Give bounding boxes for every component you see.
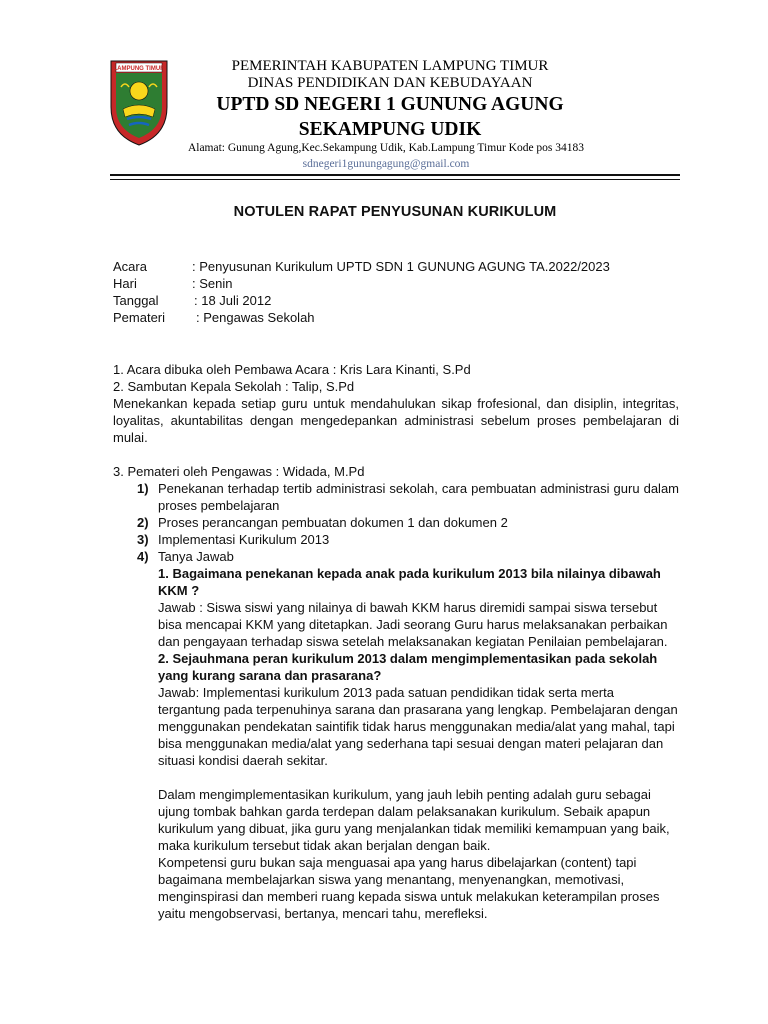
meeting-info-value: : Senin: [192, 276, 233, 291]
meeting-info-value: : Pengawas Sekolah: [196, 310, 315, 325]
list-item-number: 2): [137, 515, 149, 530]
meeting-info-row: [113, 292, 610, 309]
letterhead-email: sdnegeri1gunungagung@gmail.com: [302, 158, 470, 170]
minutes-welcome-summary: Menekankan kepada setiap guru untuk mendahulukan sikap frofesional, dan disiplin, integritas, loyalitas, akuntabilitas dengan mengedepankan administrasi sebelum proses pembelajaran di mulai.: [113, 396, 679, 445]
list-item: [113, 531, 679, 548]
letterhead-address: Alamat: Gunung Agung,Kec.Sekampung Udik, Kab.Lampung Timur Kode pos 34183: [187, 142, 585, 154]
emblem-label: LAMPUNG TIMUR: [113, 66, 165, 73]
letterhead-school-name: UPTD SD NEGERI 1 GUNUNG AGUNG: [216, 94, 564, 115]
list-item-number: 1): [137, 481, 149, 496]
letterhead-rule-thin: [110, 179, 680, 180]
letterhead: [160, 58, 620, 142]
meeting-info: [113, 258, 610, 326]
paragraph-teacher-role: Dalam mengimplementasikan kurikulum, yang jauh lebih penting adalah guru sebagai ujung tombak bahkan garda terdepan dalam pelaksanakan kurikulum. Sebaik apapun kurikulum yang dibuat, jika guru yang menjalankan tidak memiliki kemampuan yang baik, maka kurikulum tersebut tidak akan berjalan dengan baik.: [158, 787, 670, 853]
paragraph-teacher-competence: Kompetensi guru bukan saja menguasai apa yang harus dibelajarkan (content) tapi bagaimana membelajarkan siswa yang menantang, menyenangkan, memotivasi, menginspirasi dan memberi ruang kepada siswa untuk melakukan keterampilan proses yaitu mengobservasi, bertanya, mencari tahu, merefleksi.: [158, 855, 660, 921]
answer-1: Jawab : Siswa siswi yang nilainya di bawah KKM harus diremidi sampai siswa tersebut bisa mencapai KKM yang ditetapkan. Jadi seorang Guru harus melaksanakan perbaikan dan pengayaan terhadap siswa setelah melaksanakan kegiatan Penilaian pembelajaran.: [158, 600, 668, 649]
letterhead-government: PEMERINTAH KABUPATEN LAMPUNG TIMUR: [231, 58, 549, 74]
minutes-opening: 1. Acara dibuka oleh Pembawa Acara : Kris Lara Kinanti, S.Pd: [113, 362, 471, 377]
list-item-text: Tanya Jawab: [158, 549, 234, 564]
meeting-info-row: [113, 309, 610, 326]
letterhead-rule-thick: [110, 174, 680, 176]
meeting-info-key: Pemateri: [113, 310, 166, 325]
meeting-info-value: : 18 Juli 2012: [194, 293, 272, 308]
meeting-info-key: Acara: [113, 259, 147, 274]
meeting-info-value: : Penyusunan Kurikulum UPTD SDN 1 GUNUNG AGUNG TA.2022/2023: [192, 259, 610, 274]
minutes-body: [113, 361, 679, 922]
question-2: 2. Sejauhmana peran kurikulum 2013 dalam mengimplementasikan pada sekolah yang kurang sarana dan prasarana?: [158, 651, 658, 683]
list-item-number: 3): [137, 532, 149, 547]
list-item: [113, 548, 679, 565]
meeting-info-row: [113, 275, 610, 292]
question-1: 1. Bagaimana penekanan kepada anak pada kurikulum 2013 bila nilainya dibawah KKM ?: [158, 566, 661, 598]
list-item: [113, 480, 679, 514]
meeting-info-row: [113, 258, 610, 275]
meeting-info-key: Tanggal: [113, 293, 159, 308]
document-title: NOTULEN RAPAT PENYUSUNAN KURIKULUM: [233, 204, 557, 220]
speaker-points-list: [113, 480, 679, 565]
letterhead-department: DINAS PENDIDIKAN DAN KEBUDAYAAN: [247, 75, 533, 91]
letterhead-district: SEKAMPUNG UDIK: [298, 119, 482, 140]
minutes-speaker: 3. Pemateri oleh Pengawas : Widada, M.Pd: [113, 464, 365, 479]
list-item-text: Penekanan terhadap tertib administrasi sekolah, cara pembuatan administrasi guru dalam proses pembelajaran: [158, 481, 679, 513]
list-item: [113, 514, 679, 531]
list-item-text: Proses perancangan pembuatan dokumen 1 dan dokumen 2: [158, 515, 508, 530]
qa-section: [113, 565, 679, 922]
list-item-text: Implementasi Kurikulum 2013: [158, 532, 330, 547]
minutes-welcome: 2. Sambutan Kepala Sekolah : Talip, S.Pd: [113, 379, 355, 394]
meeting-info-key: Hari: [113, 276, 137, 291]
list-item-number: 4): [137, 549, 149, 564]
answer-2: Jawab: Implementasi kurikulum 2013 pada satuan pendidikan tidak serta merta tergantung pada terpenuhinya sarana dan prasarana yang lengkap. Pembelajaran dengan menggunakan pendekatan saintifik tidak harus menggunakan media/alat yang mahal, tapi bisa menggunakan media/alat yang sederhana tapi sesuai dengan materi pelajaran dan situasi kondisi daerah sekitar.: [158, 685, 678, 768]
